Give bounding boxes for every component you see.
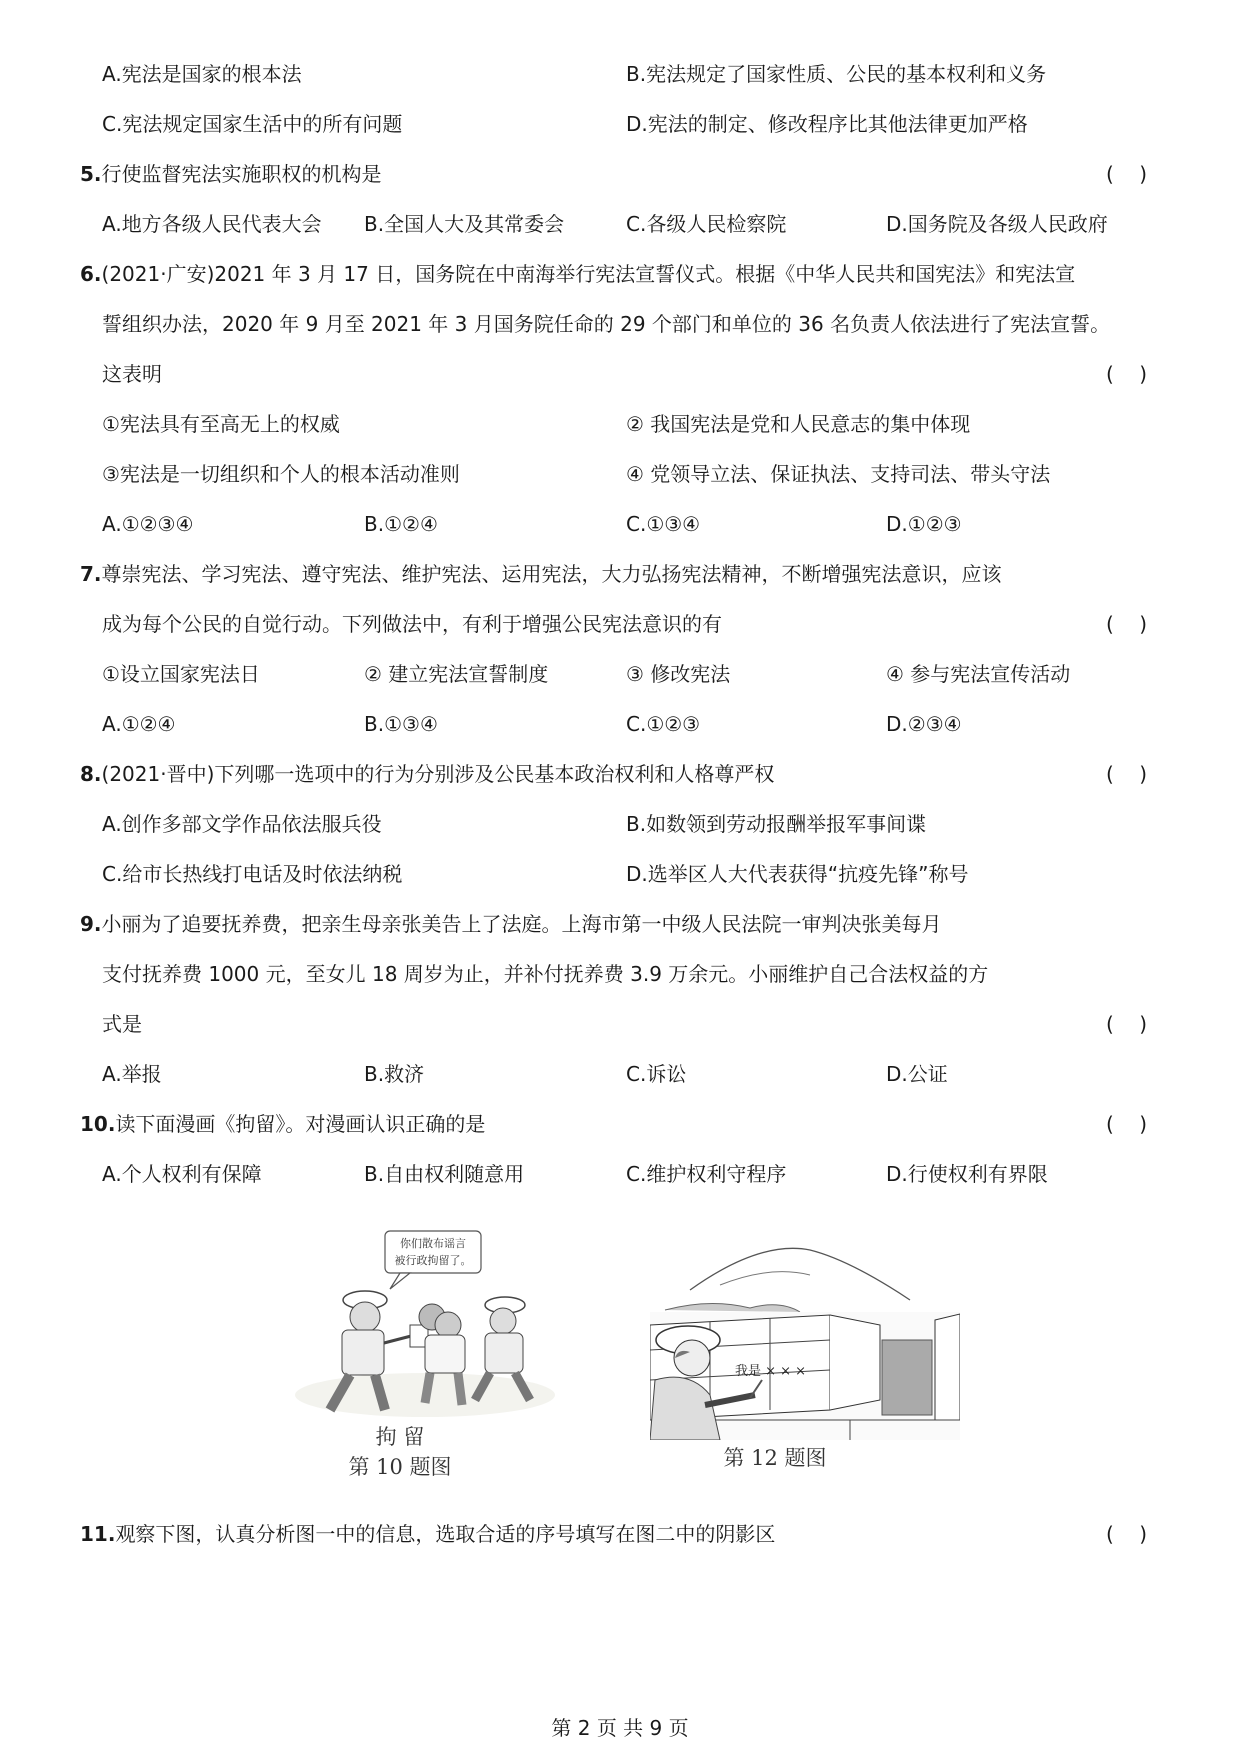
- q10-option-a: A.个人权利有保障: [102, 1162, 262, 1186]
- q5-option-a: A.地方各级人民代表大会: [102, 212, 322, 236]
- q5-option-c: C.各级人民检察院: [626, 212, 787, 236]
- page-number-footer: 第 2 页 共 9 页: [551, 1716, 689, 1740]
- q7-option-b: B.①③④: [364, 712, 438, 736]
- speech-bubble-line: 你们散布谣言: [400, 1237, 466, 1250]
- question-number: 9.: [80, 912, 102, 936]
- q9-option-b: B.救济: [364, 1062, 425, 1086]
- figure-title: 拘 留: [375, 1425, 425, 1449]
- statement-1: ①设立国家宪法日: [102, 662, 260, 686]
- q8-option-d: D.选举区人大代表获得“抗疫先锋”称号: [626, 862, 969, 886]
- q7-option-d: D.②③④: [886, 712, 962, 736]
- q5-option-b: B.全国人大及其常委会: [364, 212, 565, 236]
- q10-option-b: B.自由权利随意用: [364, 1162, 525, 1186]
- q6-option-c: C.①③④: [626, 512, 701, 536]
- statement-2: ② 我国宪法是党和人民意志的集中体现: [626, 412, 971, 436]
- question-text: 观察下图，认真分析图一中的信息，选取合适的序号填写在图二中的阴影区: [115, 1522, 776, 1546]
- question-text-line: 式是: [102, 1012, 142, 1036]
- question-text: 读下面漫画《拘留》。对漫画认识正确的是: [115, 1112, 486, 1136]
- q10-option-d: D.行使权利有界限: [886, 1162, 1048, 1186]
- q7-option-c: C.①②③: [626, 712, 701, 736]
- answer-blank[interactable]: ( ): [1106, 162, 1148, 186]
- statement-3: ③ 修改宪法: [626, 662, 731, 686]
- answer-blank[interactable]: ( ): [1106, 1112, 1148, 1136]
- statement-1: ①宪法具有至高无上的权威: [102, 412, 340, 436]
- figure-caption: 第 10 题图: [348, 1455, 452, 1479]
- q9-option-d: D.公证: [886, 1062, 948, 1086]
- question-number: 7.: [80, 562, 102, 586]
- question-text-line: 小丽为了追要抚养费，把亲生母亲张美告上了法庭。上海市第一中级人民法院一审判决张美每月: [101, 912, 942, 936]
- question-text-line: (2021·广安)2021 年 3 月 17 日，国务院在中南海举行宪法宣誓仪式。根据《中华人民共和国宪法》和宪法宣: [101, 262, 1076, 286]
- figure-12-cartoon: [650, 1230, 960, 1490]
- question-text: 行使监督宪法实施职权的机构是: [101, 162, 382, 186]
- question-number: 8.: [80, 762, 102, 786]
- q6-option-a: A.①②③④: [102, 512, 194, 536]
- statement-3: ③宪法是一切组织和个人的根本活动准则: [102, 462, 460, 486]
- question-number: 5.: [80, 162, 102, 186]
- question-text-line: 这表明: [102, 362, 162, 386]
- question-10-stem: [80, 1110, 485, 1138]
- question-text: (2021·晋中)下列哪一选项中的行为分别涉及公民基本政治权利和人格尊严权: [101, 762, 775, 786]
- question-6-stem: [80, 260, 1075, 288]
- question-9-stem: [80, 910, 942, 938]
- figure-caption: 第 12 题图: [723, 1446, 827, 1470]
- answer-blank[interactable]: ( ): [1106, 362, 1148, 386]
- question-11-stem: [80, 1520, 775, 1548]
- q8-option-a: A.创作多部文学作品依法服兵役: [102, 812, 382, 836]
- statement-2: ② 建立宪法宣誓制度: [364, 662, 549, 686]
- cartoon-wall-graffiti-illustration: [650, 1230, 960, 1440]
- statement-4: ④ 党领导立法、保证执法、支持司法、带头守法: [626, 462, 1051, 486]
- question-text-line: 成为每个公民的自觉行动。下列做法中，有利于增强公民宪法意识的有: [102, 612, 722, 636]
- question-7-stem: [80, 560, 1002, 588]
- question-text-line: 尊崇宪法、学习宪法、遵守宪法、维护宪法、运用宪法，大力弘扬宪法精神，不断增强宪法意识，应该: [101, 562, 1002, 586]
- q7-option-a: A.①②④: [102, 712, 176, 736]
- cartoon-police-detention-illustration: [290, 1225, 560, 1420]
- q6-option-d: D.①②③: [886, 512, 962, 536]
- statement-4: ④ 参与宪法宣传活动: [886, 662, 1071, 686]
- question-number: 11.: [80, 1522, 116, 1546]
- answer-blank[interactable]: ( ): [1106, 612, 1148, 636]
- q10-option-c: C.维护权利守程序: [626, 1162, 787, 1186]
- question-text-line: 支付抚养费 1000 元，至女儿 18 周岁为止，并补付抚养费 3.9 万余元。小丽维护自己合法权益的方: [102, 962, 989, 986]
- q9-option-c: C.诉讼: [626, 1062, 687, 1086]
- q4-option-b: B.宪法规定了国家性质、公民的基本权利和义务: [626, 62, 1047, 86]
- question-8-stem: [80, 760, 774, 788]
- question-text-line: 誓组织办法，2020 年 9 月至 2021 年 3 月国务院任命的 29 个部门和单位的 36 名负责人依法进行了宪法宣誓。: [102, 312, 1111, 336]
- figure-10-cartoon: [290, 1225, 560, 1495]
- q6-option-b: B.①②④: [364, 512, 438, 536]
- q4-option-d: D.宪法的制定、修改程序比其他法律更加严格: [626, 112, 1028, 136]
- wall-graffiti-text: 我是 × × ×: [735, 1364, 807, 1379]
- question-5-stem: [80, 160, 382, 188]
- answer-blank[interactable]: ( ): [1106, 762, 1148, 786]
- q8-option-c: C.给市长热线打电话及时依法纳税: [102, 862, 403, 886]
- question-number: 10.: [80, 1112, 116, 1136]
- answer-blank[interactable]: ( ): [1106, 1522, 1148, 1546]
- q5-option-d: D.国务院及各级人民政府: [886, 212, 1108, 236]
- speech-bubble-line: 被行政拘留了。: [394, 1254, 472, 1267]
- q4-option-c: C.宪法规定国家生活中的所有问题: [102, 112, 403, 136]
- q8-option-b: B.如数领到劳动报酬举报军事间谍: [626, 812, 927, 836]
- q9-option-a: A.举报: [102, 1062, 162, 1086]
- q4-option-a: A.宪法是国家的根本法: [102, 62, 302, 86]
- answer-blank[interactable]: ( ): [1106, 1012, 1148, 1036]
- question-number: 6.: [80, 262, 102, 286]
